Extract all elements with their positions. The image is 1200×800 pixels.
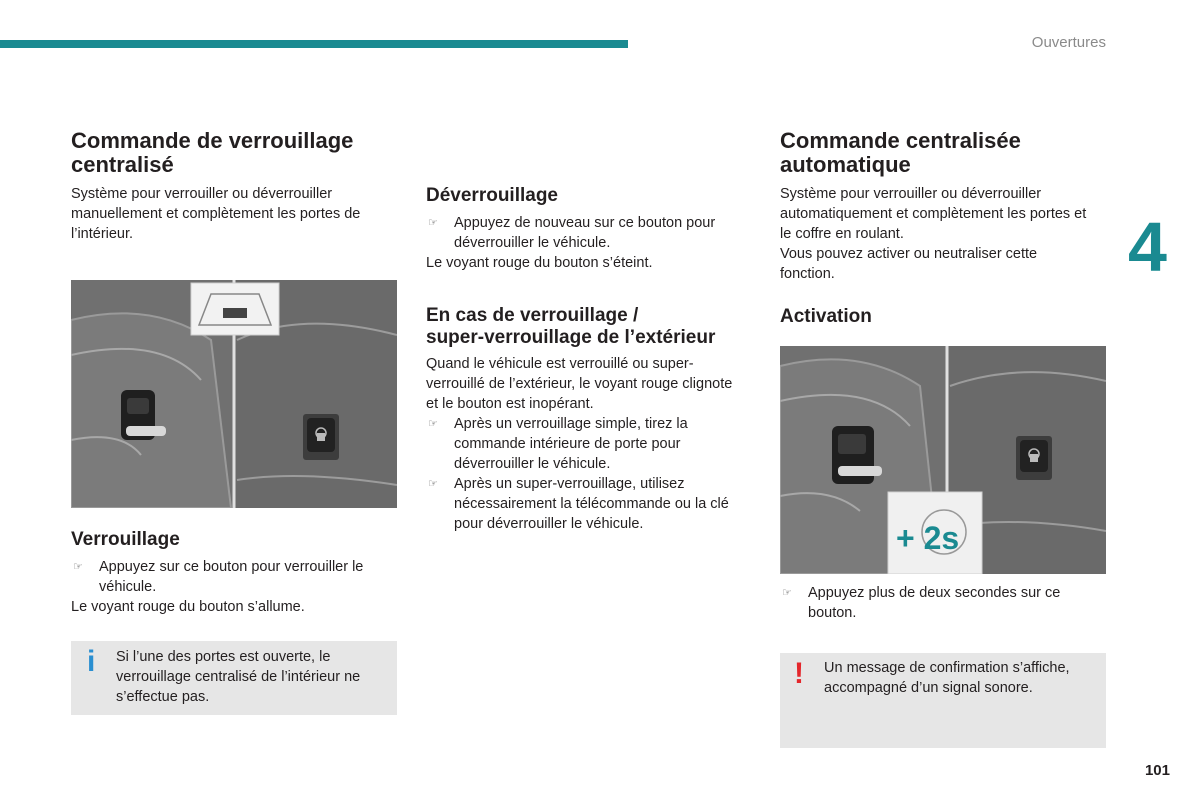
lock-bullet xyxy=(71,557,401,617)
col1-intro xyxy=(71,184,411,244)
bullet-item xyxy=(426,414,771,474)
text-line: Vous pouvez activer ou neutraliser cette xyxy=(780,246,1038,262)
title-line: automatique xyxy=(780,152,911,177)
bullet-item xyxy=(71,557,401,597)
text-line: déverrouiller le véhicule. xyxy=(454,235,611,251)
text-line: pour déverrouiller le véhicule. xyxy=(454,516,644,532)
text-line: Appuyez de nouveau sur ce bouton pour xyxy=(454,215,716,231)
text-line: Un message de confirmation s’affiche, xyxy=(824,660,1070,676)
ext-heading xyxy=(426,305,771,349)
text-line: automatiquement et complètement les portes et xyxy=(780,206,1087,222)
text-line: Appuyez sur ce bouton pour verrouiller le xyxy=(99,559,364,575)
text-line: Appuyez plus de deux secondes sur ce xyxy=(808,585,1061,601)
text-line: commande intérieure de porte pour xyxy=(454,436,681,452)
text-line: le coffre en roulant. xyxy=(780,226,904,242)
text-line: Quand le véhicule est verrouillé ou super- xyxy=(426,356,694,372)
bullet-item xyxy=(780,583,1110,623)
page-number: 101 xyxy=(1144,762,1170,779)
hand-pointer-icon: ☞ xyxy=(428,478,438,490)
ext-block xyxy=(426,354,771,534)
bullet-item xyxy=(426,474,771,534)
dashboard-illustration xyxy=(71,280,397,508)
text-line: Si l’une des portes est ouverte, le xyxy=(116,649,331,665)
exclamation-icon: ! xyxy=(794,657,804,690)
info-box xyxy=(71,641,397,715)
text-line: manuellement et complètement les portes de xyxy=(71,206,361,222)
ext-paragraph xyxy=(426,354,771,414)
col1-title xyxy=(71,129,411,177)
hand-pointer-icon: ☞ xyxy=(428,418,438,430)
warning-text xyxy=(824,658,1099,698)
hand-pointer-icon: ☞ xyxy=(782,587,792,599)
text-line: Après un super-verrouillage, utilisez xyxy=(454,476,685,492)
title-line: centralisé xyxy=(71,152,174,177)
activation-heading: Activation xyxy=(780,306,872,327)
lock-heading: Verrouillage xyxy=(71,529,180,550)
text-line: verrouillage centralisé de l’intérieur ne xyxy=(116,669,361,685)
text-line: déverrouiller le véhicule. xyxy=(454,456,611,472)
unlock-heading: Déverrouillage xyxy=(426,185,558,206)
text-line: Après un verrouillage simple, tirez la xyxy=(454,416,688,432)
activation-photo xyxy=(780,346,1106,574)
text-line: verrouillé de l’extérieur, le voyant rouge clignote xyxy=(426,376,733,392)
col3-title xyxy=(780,129,1120,177)
unlock-block xyxy=(426,213,766,273)
warning-box xyxy=(780,653,1106,748)
lock-heading-wrap xyxy=(71,529,411,551)
activation-heading-wrap xyxy=(780,306,1120,328)
hand-pointer-icon: ☞ xyxy=(428,217,438,229)
chapter-number: 4 xyxy=(1128,208,1167,286)
text-line: véhicule. xyxy=(99,579,157,595)
header-accent-bar xyxy=(0,40,628,48)
activation-bullet xyxy=(780,583,1110,623)
title-line: Commande de verrouillage xyxy=(71,128,354,153)
unlock-note: Le voyant rouge du bouton s’éteint. xyxy=(426,255,653,271)
col3-intro xyxy=(780,184,1120,284)
section-label: Ouvertures xyxy=(1031,34,1106,51)
title-line: Commande centralisée xyxy=(780,128,1021,153)
text-line: accompagné d’un signal sonore. xyxy=(824,680,1033,696)
text-line: bouton. xyxy=(808,605,857,621)
info-icon: i xyxy=(87,645,96,678)
hand-pointer-icon: ☞ xyxy=(73,561,83,573)
lock-button-photo xyxy=(71,280,397,508)
bullet-item xyxy=(426,213,766,253)
heading-line: En cas de verrouillage / xyxy=(426,305,639,326)
text-line: nécessairement la télécommande ou la clé xyxy=(454,496,729,512)
text-line: et le bouton est inopérant. xyxy=(426,396,594,412)
text-line: Système pour verrouiller ou déverrouiller xyxy=(780,186,1042,202)
text-line: l’intérieur. xyxy=(71,226,134,242)
unlock-heading-wrap xyxy=(426,185,766,207)
text-line: s’effectue pas. xyxy=(116,689,210,705)
lock-note: Le voyant rouge du bouton s’allume. xyxy=(71,599,305,615)
heading-line: super-verrouillage de l’extérieur xyxy=(426,327,716,348)
text-line: Système pour verrouiller ou déverrouiller xyxy=(71,186,333,202)
info-text xyxy=(116,647,386,707)
text-line: fonction. xyxy=(780,266,835,282)
hold-duration-badge: + 2s xyxy=(896,520,960,556)
